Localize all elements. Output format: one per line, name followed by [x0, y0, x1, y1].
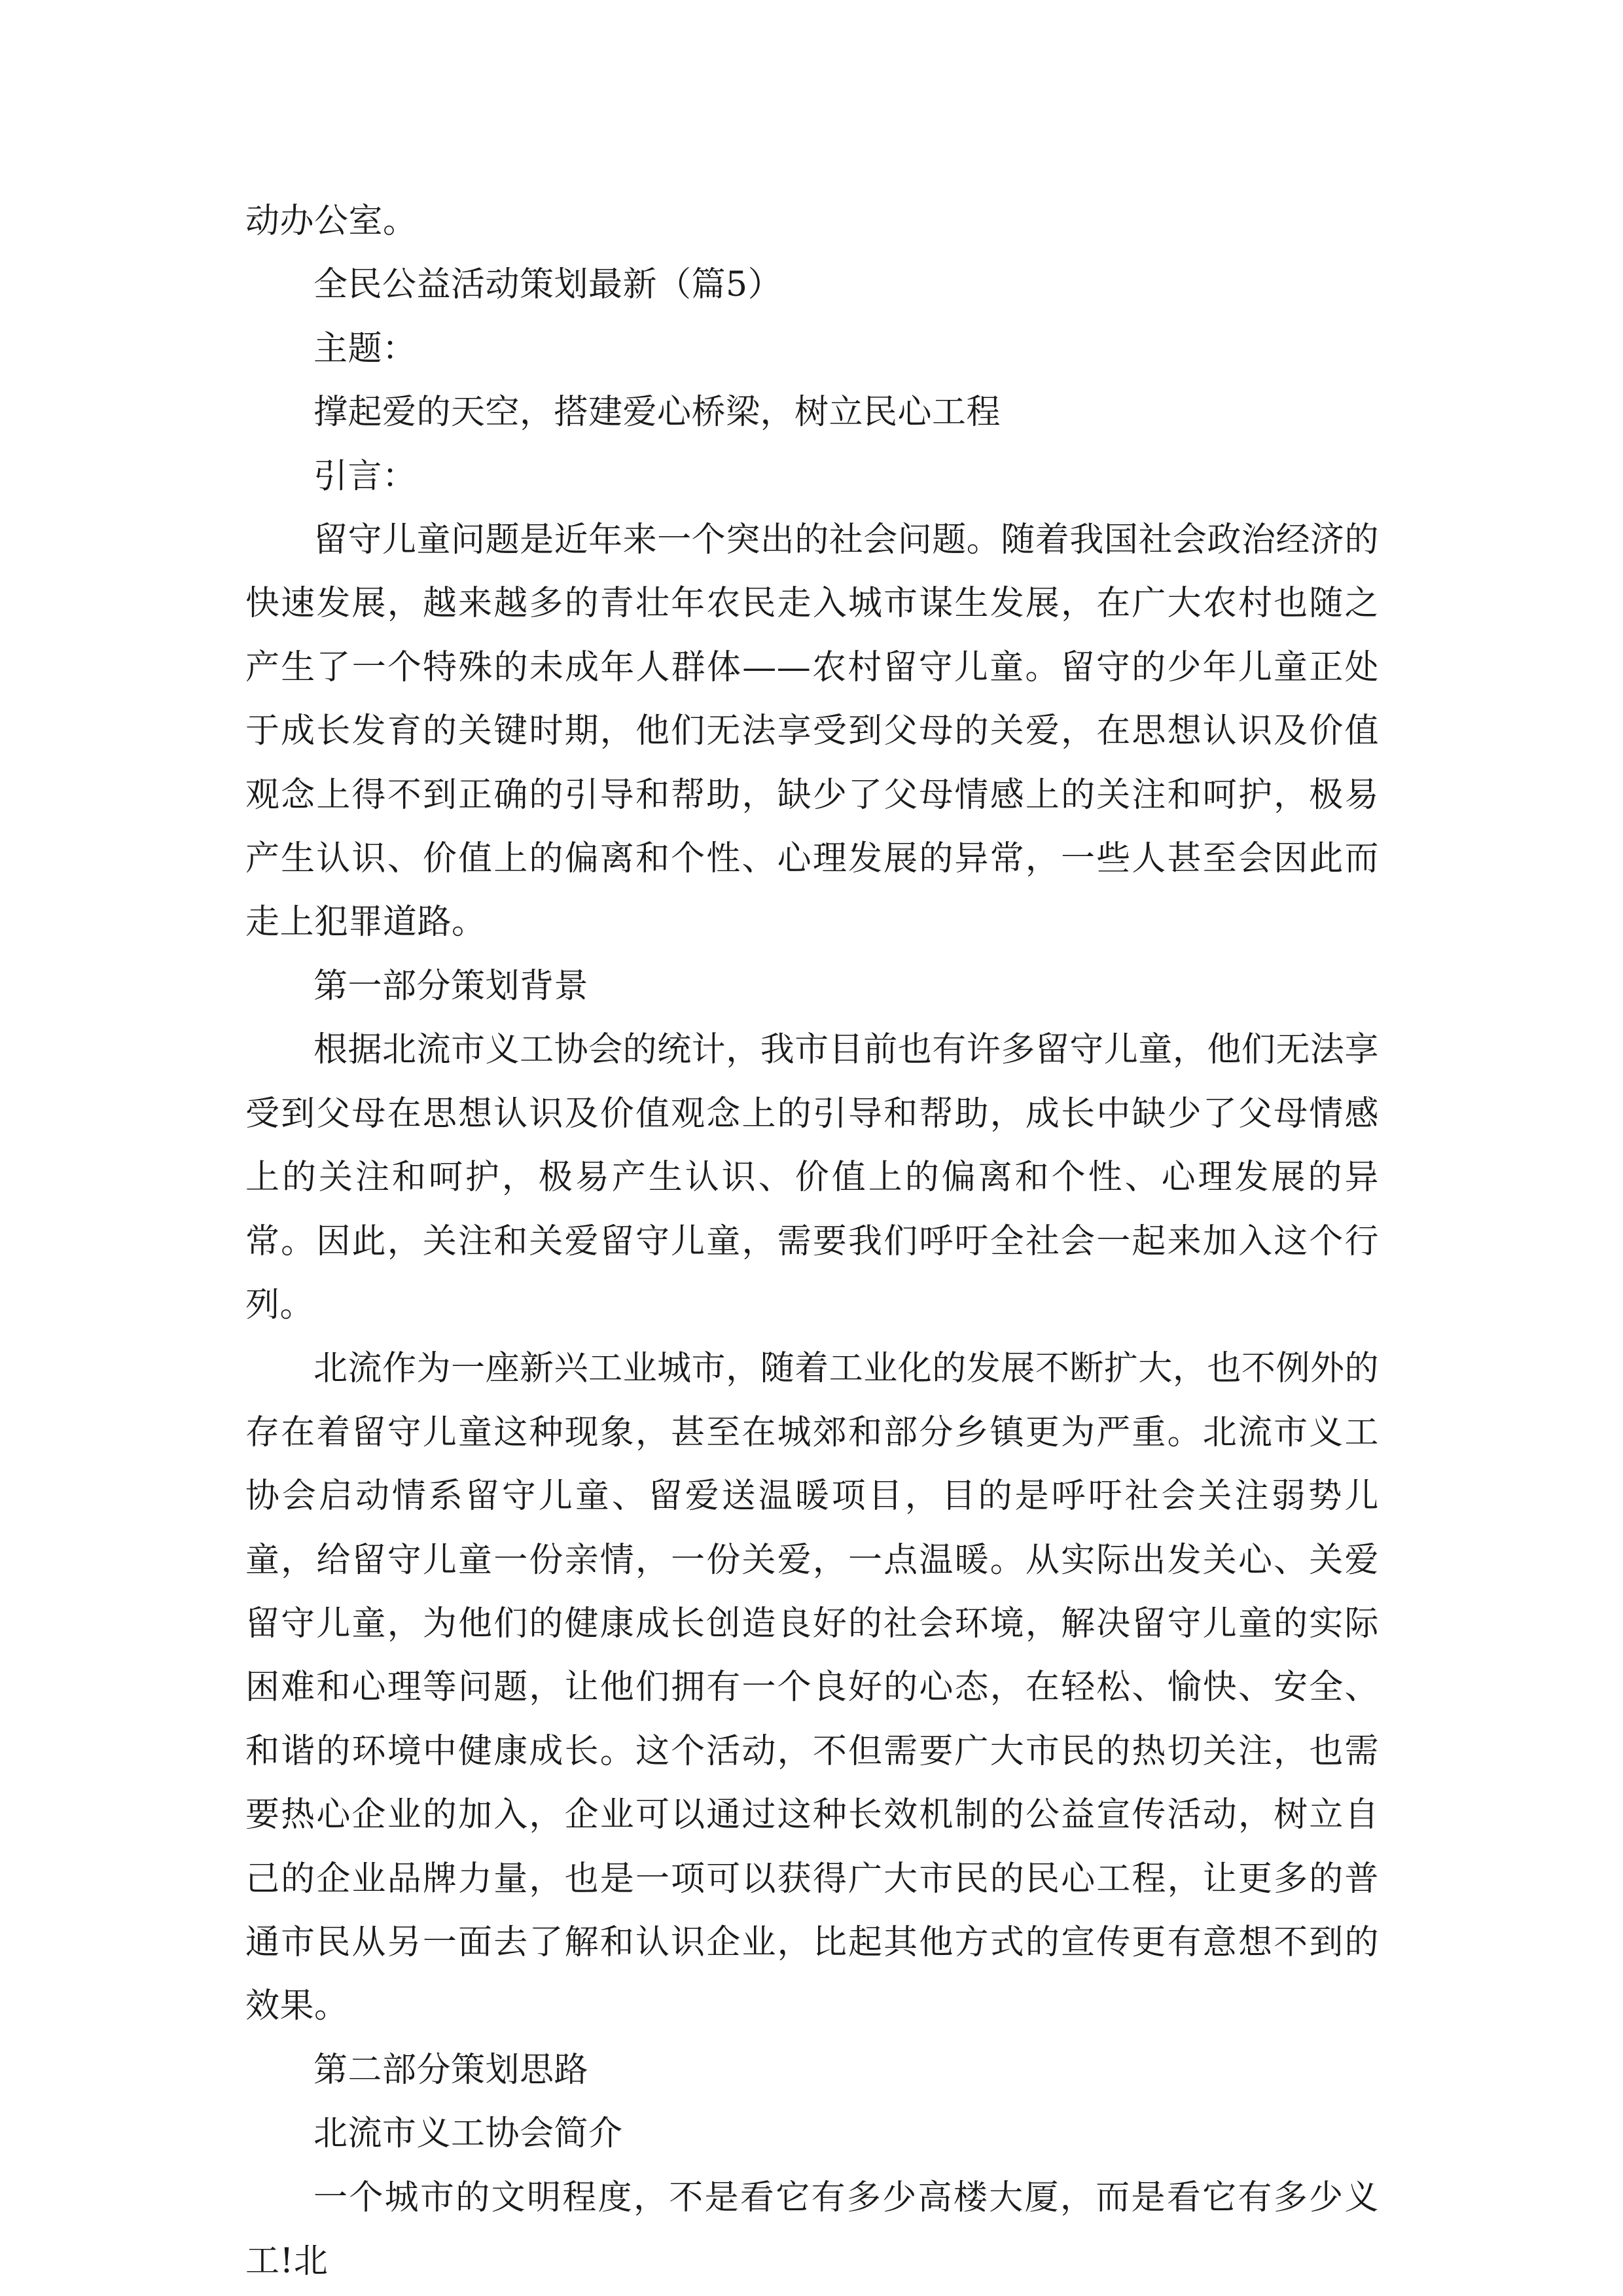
association-intro-heading: 北流市义工协会简介: [313, 2114, 623, 2154]
paragraph-continuation: 动办公室。: [245, 202, 418, 241]
background-paragraph-1: 根据北流市义工协会的统计，我市目前也有许多留守儿童，他们无法享受到父母在思想认识及价值观念上的引导和帮助，成长中缺少了父母情感上的关注和呵护，极易产生认识、价值上的偏离和个性、心理发展的异常。因此，关注和关爱留守儿童，需要我们呼吁全社会一起来加入这个行列。: [245, 1030, 1379, 1325]
theme-text: 撑起爱的天空，搭建爱心桥梁，树立民心工程: [313, 393, 1001, 433]
part-two-heading: 第二部分策划思路: [313, 2050, 589, 2090]
document-page: [245, 190, 1379, 2293]
intro-paragraph: 留守儿童问题是近年来一个突出的社会问题。随着我国社会政治经济的快速发展，越来越多的青壮年农民走入城市谋生发展，在广大农村也随之产生了一个特殊的未成年人群体——农村留守儿童。留守的少年儿童正处于成长发育的关键时期，他们无法享受到父母的关爱，在思想认识及价值观念上得不到正确的引导和帮助，缺少了父母情感上的关注和呵护，极易产生认识、价值上的偏离和个性、心理发展的异常，一些人甚至会因此而走上犯罪道路。: [245, 520, 1379, 942]
background-paragraph-2: 北流作为一座新兴工业城市，随着工业化的发展不断扩大，也不例外的存在着留守儿童这种现象，甚至在城郊和部分乡镇更为严重。北流市义工协会启动情系留守儿童、留爱送温暖项目，目的是呼吁社会关注弱势儿童，给留守儿童一份亲情，一份关爱，一点温暖。从实际出发关心、关爱留守儿童，为他们的健康成长创造良好的社会环境，解决留守儿童的实际困难和心理等问题，让他们拥有一个良好的心态，在轻松、愉快、安全、和谐的环境中健康成长。这个活动，不但需要广大市民的热切关注，也需要热心企业的加入，企业可以通过这种长效机制的公益宣传活动，树立自己的企业品牌力量，也是一项可以获得广大市民的民心工程，让更多的普通市民从另一面去了解和认识企业，比起其他方式的宣传更有意想不到的效果。: [245, 1349, 1379, 2026]
theme-label: 主题：: [313, 329, 417, 368]
association-paragraph: 一个城市的文明程度，不是看它有多少高楼大厦，而是看它有多少义工!北: [245, 2178, 1379, 2281]
section-title: 全民公益活动策划最新（篇5）: [313, 265, 783, 305]
part-one-heading: 第一部分策划背景: [313, 966, 589, 1006]
intro-label: 引言：: [313, 456, 417, 496]
